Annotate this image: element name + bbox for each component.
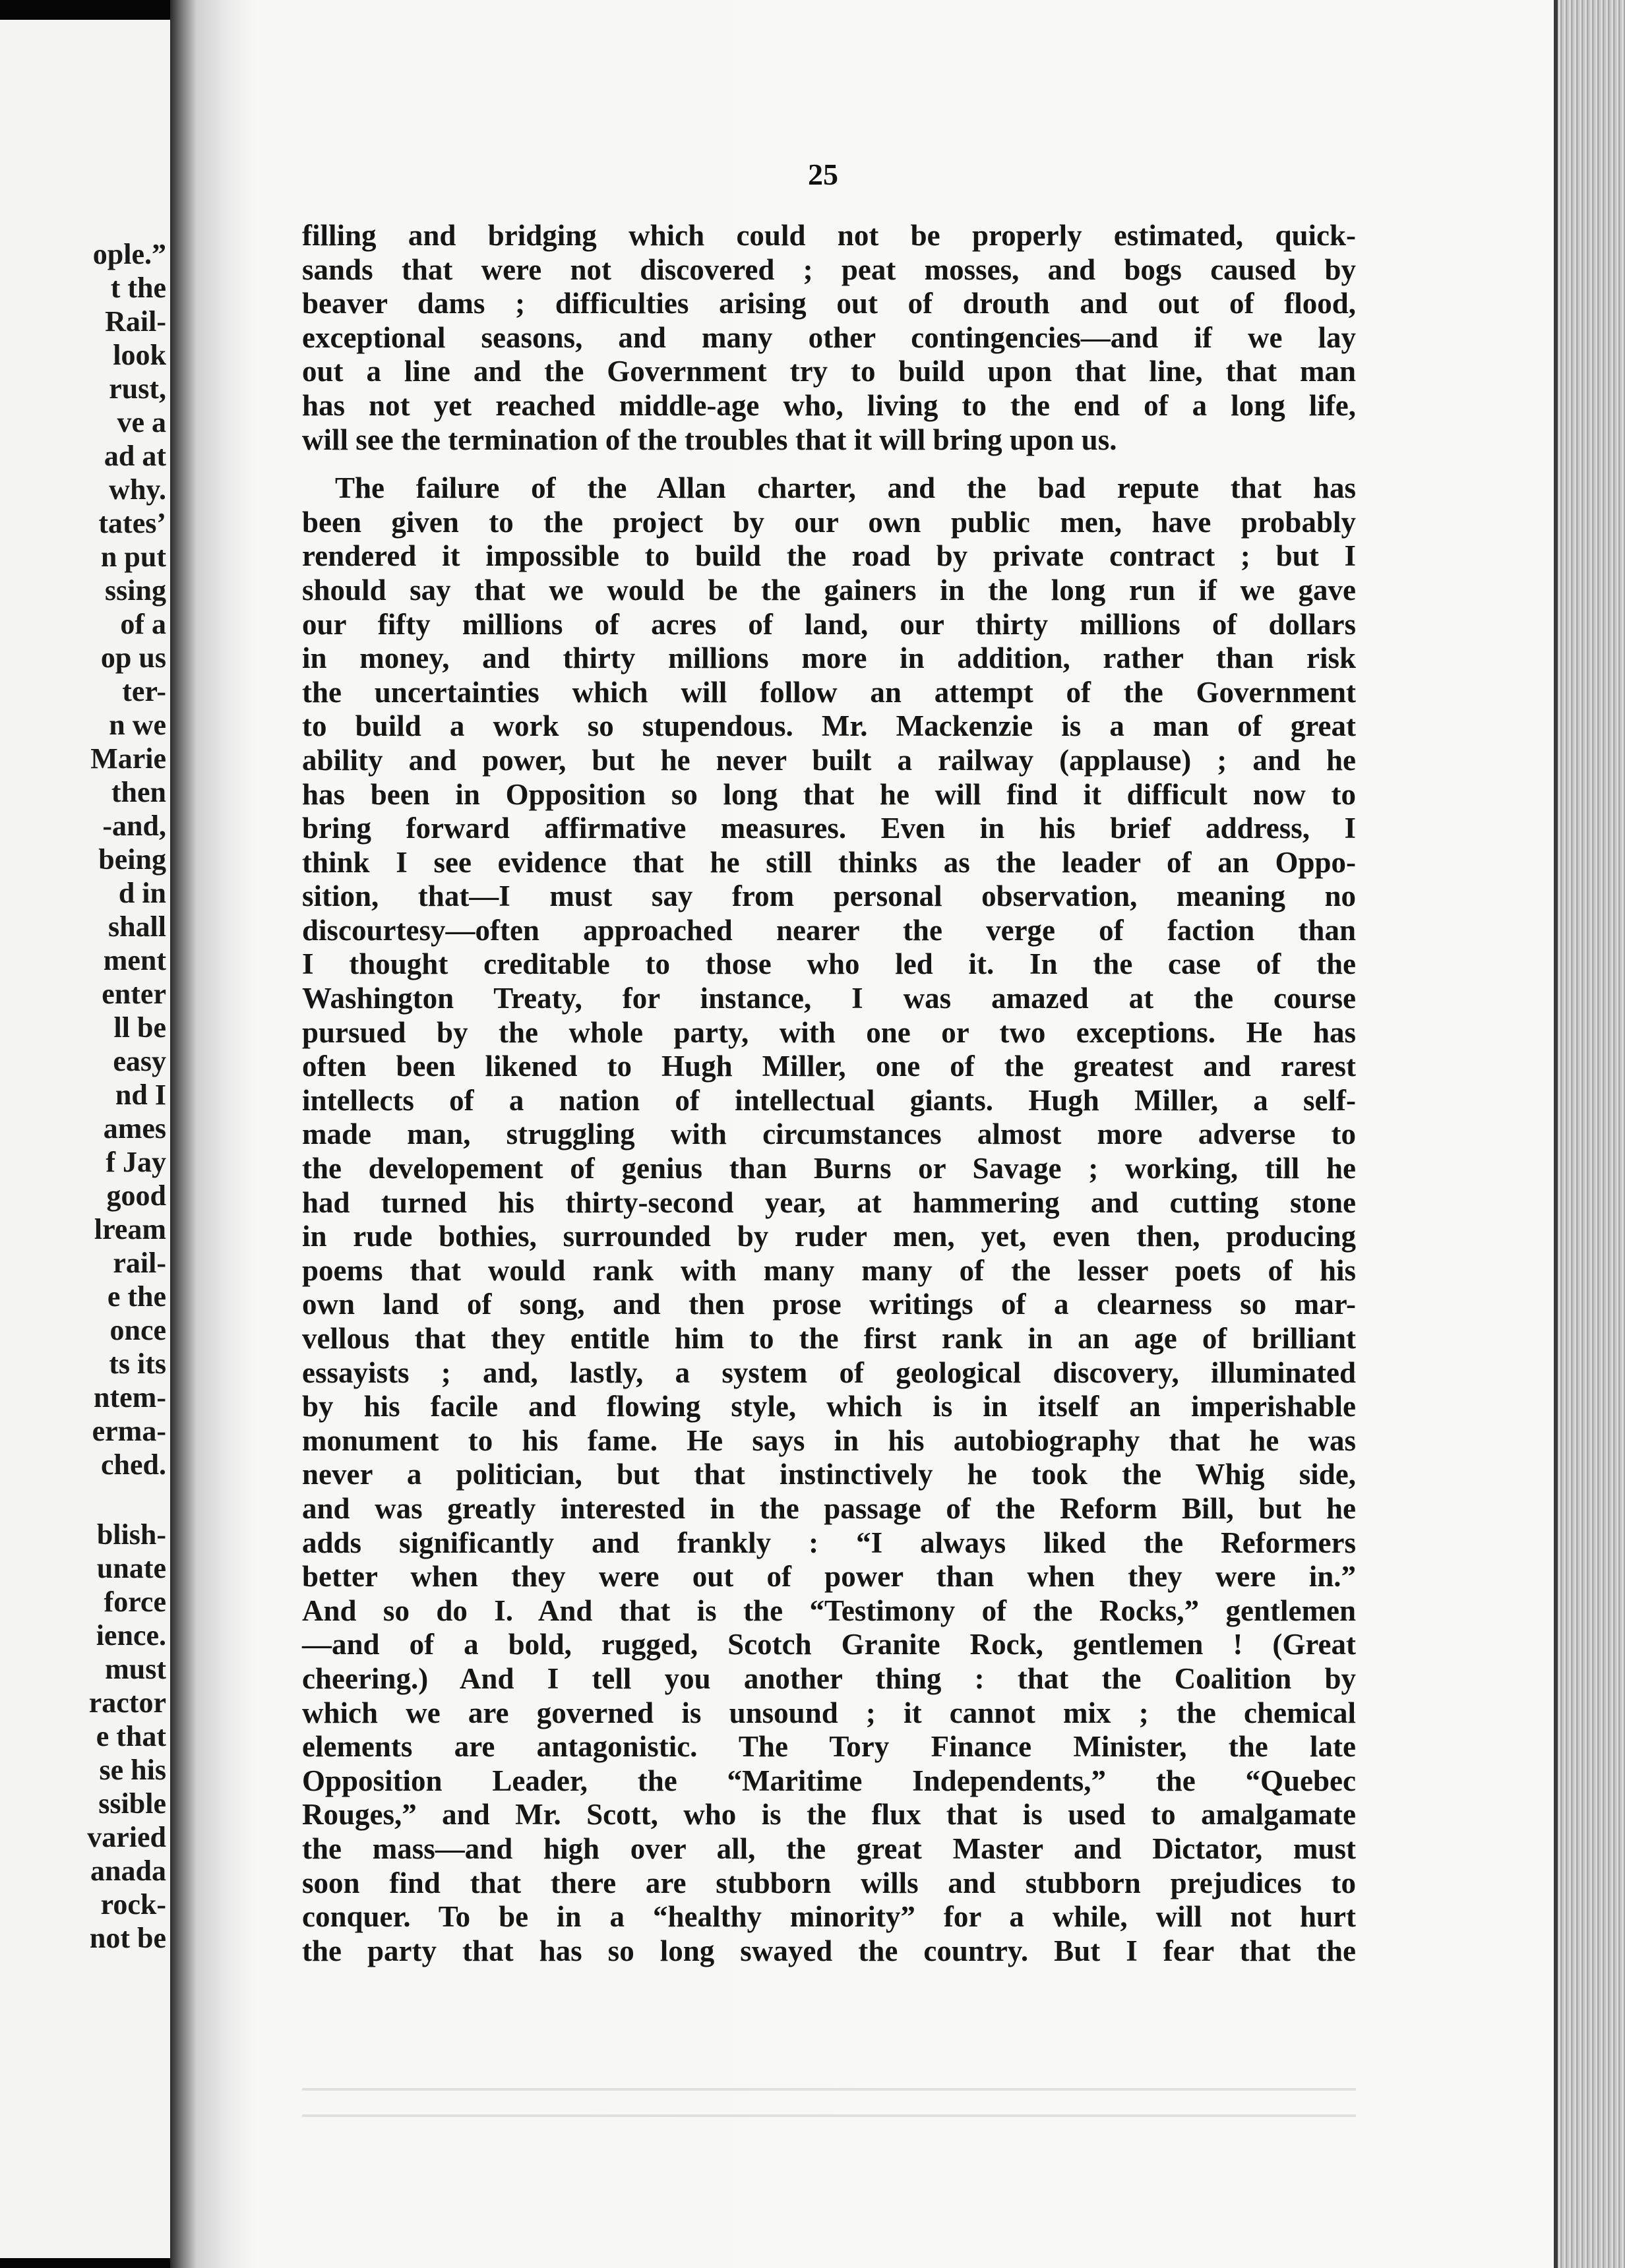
text-line: ability and power, but he never built a railway (applause) ; and he [302, 743, 1356, 777]
text-line: out a line and the Government try to build upon that line, that man [302, 355, 1356, 388]
left-page-line: ter- [122, 675, 166, 707]
text-line: The failure of the Allan charter, and the bad repute that has [335, 471, 1356, 505]
text-line: discourtesy—often approached nearer the verge of faction than [302, 913, 1356, 947]
left-page-line: f Jay [106, 1146, 166, 1178]
bleed-through-trace [302, 2074, 1356, 2126]
left-page-line: ractor [88, 1686, 166, 1719]
text-line: to build a work so stupendous. Mr. Mackenzie is a man of great [302, 709, 1356, 743]
text-line: and was greatly interested in the passage of the Reform Bill, but he [302, 1491, 1356, 1525]
left-page-line: ment [103, 944, 166, 976]
left-page-line: e that [96, 1720, 166, 1752]
text-line: essayists ; and, lastly, a system of geological discovery, illuminated [302, 1356, 1356, 1389]
body-text [302, 219, 1356, 1968]
text-line: the developement of genius than Burns or Savage ; working, till he [302, 1152, 1356, 1185]
left-page-line: force [104, 1586, 166, 1618]
left-page-line: once [109, 1314, 166, 1346]
left-page-line: blish- [96, 1518, 166, 1551]
left-page-line: ad at [104, 440, 166, 472]
left-page-line: not be [89, 1922, 166, 1954]
left-page-line: enter [102, 978, 166, 1010]
text-line: in rude bothies, surrounded by ruder men, yet, even then, producing [302, 1220, 1356, 1253]
left-page-line: rock- [100, 1888, 166, 1921]
text-line: in money, and thirty millions more in addition, rather than risk [302, 642, 1356, 675]
text-line: cheering.) And I tell you another thing : that the Coalition by [302, 1661, 1356, 1695]
text-line: the uncertainties which will follow an attempt of the Government [302, 675, 1356, 709]
left-page-line: being [98, 843, 166, 876]
text-line: been given to the project by our own public men, have probably [302, 505, 1356, 539]
text-line: poems that would rank with many many of the lesser poets of his [302, 1253, 1356, 1287]
text-line: elements are antagonistic. The Tory Finance Minister, the late [302, 1730, 1356, 1764]
left-page-line: nd I [115, 1079, 166, 1111]
left-page-line: easy [113, 1045, 166, 1077]
text-line: think I see evidence that he still thinks as the leader of an Oppo- [302, 845, 1356, 879]
left-page-line: lream [94, 1213, 166, 1245]
left-page-text-fragments [8, 237, 166, 1955]
text-line: conquer. To be in a “healthy minority” for a while, will not hurt [302, 1900, 1356, 1934]
text-line: had turned his thirty-second year, at hammering and cutting stone [302, 1185, 1356, 1219]
text-line: has been in Opposition so long that he will find it difficult now to [302, 777, 1356, 811]
page-edges [1554, 0, 1625, 2268]
text-line: beaver dams ; difficulties arising out of drouth and out of flood, [302, 287, 1356, 320]
text-line: sition, that—I must say from personal observation, meaning no [302, 880, 1356, 913]
left-page-line: then [111, 776, 166, 808]
left-page-line: ople.” [92, 238, 166, 270]
text-line: will see the termination of the troubles that it will bring upon us. [302, 423, 1117, 456]
text-line: sands that were not discovered ; peat mosses, and bogs caused by [302, 253, 1356, 286]
left-page-line: varied [87, 1821, 166, 1853]
left-page-line: tates’ [98, 507, 166, 539]
text-line: bring forward affirmative measures. Even in his brief address, I [302, 812, 1356, 845]
left-page-line: erma- [92, 1415, 166, 1447]
left-page-line: ts its [109, 1348, 166, 1380]
left-page-line: rail- [113, 1247, 166, 1279]
text-line: adds significantly and frankly : “I always liked the Reformers [302, 1526, 1356, 1559]
text-line: rendered it impossible to build the road by private contract ; but I [302, 539, 1356, 573]
column-gap [8, 1481, 166, 1518]
left-page-line: n put [100, 541, 166, 573]
left-page-line: Rail- [105, 305, 166, 338]
text-line: intellects of a nation of intellectual giants. Hugh Miller, a self- [302, 1083, 1356, 1117]
text-line: pursued by the whole party, with one or two exceptions. He has [302, 1015, 1356, 1049]
text-line: which we are governed is unsound ; it cannot mix ; the chemical [302, 1696, 1356, 1729]
left-page-line: se his [99, 1754, 166, 1786]
left-page-line: why. [109, 473, 166, 506]
text-line: should say that we would be the gainers in the long run if we gave [302, 573, 1356, 607]
text-line: filling and bridging which could not be properly estimated, quick- [302, 219, 1356, 252]
left-page-line: unate [96, 1552, 166, 1584]
text-line: I thought creditable to those who led it. In the case of the [302, 947, 1356, 981]
left-page-line: ll be [113, 1011, 166, 1044]
left-page-line: -and, [102, 810, 166, 842]
text-line: Rouges,” and Mr. Scott, who is the flux that is used to amalgamate [302, 1798, 1356, 1832]
left-page-line: anada [90, 1855, 166, 1887]
text-line: better when they were out of power than when they were in.” [302, 1560, 1356, 1594]
text-line: own land of song, and then prose writings of a clearness so mar- [302, 1288, 1356, 1321]
left-page-line: op us [100, 642, 166, 674]
text-line: often been likened to Hugh Miller, one of the greatest and rarest [302, 1050, 1356, 1083]
text-line: has not yet reached middle-age who, living to the end of a long life, [302, 388, 1356, 422]
left-facing-page [0, 20, 170, 2258]
paragraph-gap [302, 457, 1356, 471]
paragraph-2 [302, 471, 1356, 1968]
page-number: 25 [808, 158, 838, 191]
text-line: vellous that they entitle him to the first rank in an age of brilliant [302, 1322, 1356, 1355]
left-page-line: of a [120, 608, 166, 640]
text-line: never a politician, but that instinctively he took the Whig side, [302, 1458, 1356, 1491]
left-page-line: t the [110, 272, 166, 304]
text-line: the mass—and high over all, the great Master and Dictator, must [302, 1832, 1356, 1865]
left-page-line: must [105, 1653, 166, 1685]
left-page-line: ssible [98, 1787, 166, 1820]
left-page-line: n we [109, 709, 166, 741]
text-line: by his facile and flowing style, which is in itself an imperishable [302, 1390, 1356, 1423]
text-line: made man, struggling with circumstances almost more adverse to [302, 1118, 1356, 1151]
text-line: —and of a bold, rugged, Scotch Granite Rock, gentlemen ! (Great [302, 1628, 1356, 1661]
text-line: exceptional seasons, and many other contingencies—and if we lay [302, 320, 1356, 354]
left-page-line: ssing [105, 574, 166, 607]
text-line: our fifty millions of acres of land, our thirty millions of dollars [302, 607, 1356, 641]
text-line: monument to his fame. He says in his autobiography that he was [302, 1423, 1356, 1457]
left-page-line: ve a [117, 406, 166, 438]
left-page-line: rust, [109, 373, 166, 405]
text-line: Opposition Leader, the “Maritime Independents,” the “Quebec [302, 1764, 1356, 1797]
text-line: And so do I. And that is the “Testimony of the Rocks,” gentlemen [302, 1594, 1356, 1627]
text-line: the party that has so long swayed the country. But I fear that the [302, 1934, 1356, 1967]
left-page-line: ience. [96, 1619, 166, 1652]
left-page-line: e the [107, 1280, 166, 1313]
text-line: soon find that there are stubborn wills and stubborn prejudices to [302, 1866, 1356, 1899]
left-page-line: shall [107, 910, 166, 943]
left-page-line: ames [103, 1112, 166, 1145]
left-page-line: d in [118, 877, 166, 909]
book-gutter [170, 0, 197, 2268]
left-page-line: ntem- [94, 1381, 166, 1414]
paragraph-1 [302, 219, 1356, 457]
left-page-line: Marie [90, 742, 166, 775]
left-page-line: good [106, 1179, 166, 1212]
text-line: Washington Treaty, for instance, I was amazed at the course [302, 982, 1356, 1015]
left-page-line: ched. [101, 1448, 166, 1481]
left-page-line: look [113, 339, 166, 371]
